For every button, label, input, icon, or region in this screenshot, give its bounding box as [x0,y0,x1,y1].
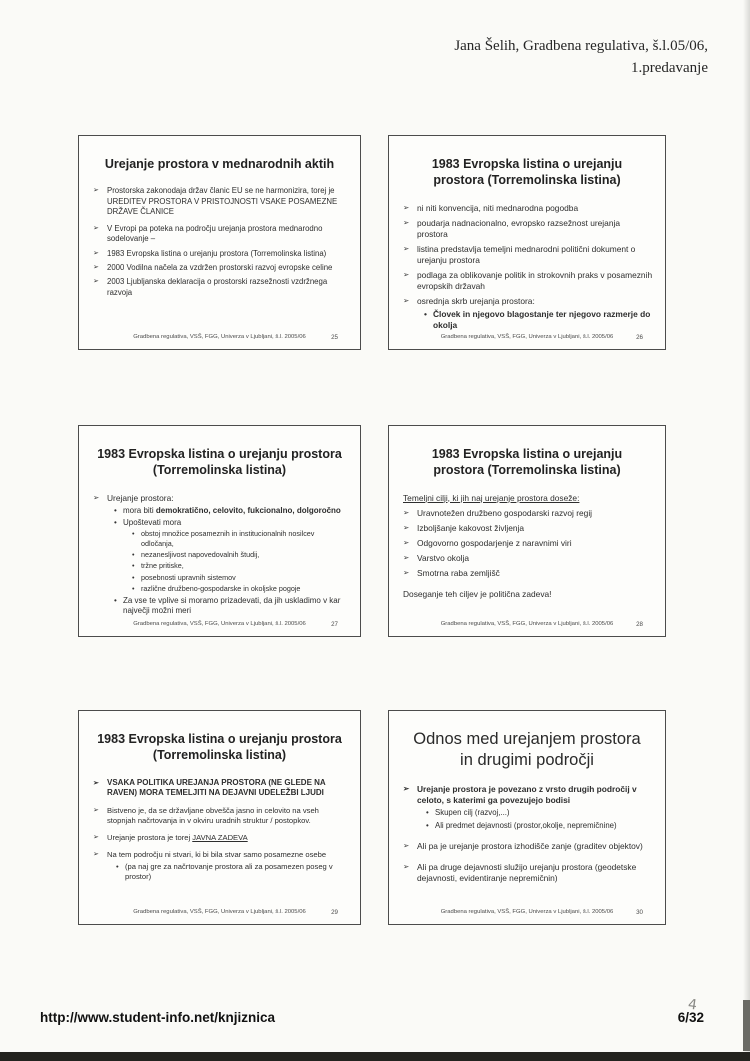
slide-6-body [403,784,653,884]
bullet [403,296,653,331]
sub-bullet-text: Ali predmet dejavnosti (prostor,okolje, nepremičnine) [435,820,617,830]
slide-3-title: 1983 Evropska listina o urejanju prostora (Torremolinska listina) [97,447,342,478]
sub-bullet [113,518,348,594]
bullet-text: listina predstavlja temeljni mednarodni politični dokument o urejanju prostora [417,243,636,265]
sub-bullet-text: Za vse te vplive si moramo prizadevati, da jih uskladimo v kar največji možni meri [123,595,341,615]
bullet [93,249,348,259]
slide-4-closing: Doseganje teh ciljev je politična zadeva! [403,588,552,599]
bullet [93,850,348,882]
bullet [93,833,348,843]
bullet-text: Varstvo okolja [417,552,469,563]
bullet-text: Uravnotežen družbeno gospodarski razvoj regij [417,507,593,518]
bullet [403,862,653,884]
footer-page-number: 6/32 [677,1010,704,1025]
sub-sub-bullet [131,550,348,559]
slide-2-title: 1983 Evropska listina o urejanju prostora (Torremolinska listina) [431,157,623,188]
page-header [288,36,708,80]
slide-footer-text: Gradbena regulativa, VSŠ, FGG, Univerza v Ljubljani, š.l. 2005/06 [133,621,306,627]
sub-bullet [113,596,348,617]
slide-3 [78,425,361,637]
sub-sub-bullet [131,561,348,570]
bullet-text: 2000 Vodilna načela za vzdržen prostorski razvoj evropske celine [107,262,333,272]
sub-sub-bullet-text: posebnosti upravnih sistemov [141,572,236,582]
bullet [93,186,348,217]
bullet-text: Smotrna raba zemljišč [417,567,500,578]
bullet [93,277,348,298]
bullet-text: 2003 Ljubljanska deklaracija o prostorski razsežnosti vzdržnega razvoja [107,277,328,297]
slide-page-number: 30 [636,909,643,916]
bullet-text: Urejanje prostora je torej [107,832,193,842]
sub-bullet [423,309,653,331]
sub-bullet-text: Skupen cilj (razvoj,...) [435,808,510,818]
slide-2-body [403,203,653,332]
slide-footer-text: Gradbena regulativa, VSŠ, FGG, Univerza v Ljubljani, š.l. 2005/06 [133,334,306,340]
bullet-text: ni niti konvencija, niti mednarodna pogodba [417,202,579,213]
slide-5-title: 1983 Evropska listina o urejanju prostora (Torremolinska listina) [97,732,342,763]
bullet [93,778,348,799]
slide-page-number: 25 [331,334,338,341]
slide-footer-text: Gradbena regulativa, VSŠ, FGG, Univerza v Ljubljani, š.l. 2005/06 [440,621,614,627]
bullet [403,568,653,579]
bullet [403,538,653,549]
bullet-text: Prostorska zakonodaja držav članic EU se ne harmonizira, torej je UREDITEV PROSTORA V PRISTOJNOSTI VSAKE POSAMEZNE DRŽAVE ČLANICE [107,186,338,216]
bullet [93,493,348,617]
slide-4-intro: Temeljni cilji, ki jih naj urejanje prostora doseže: [403,492,580,503]
header-line1: Jana Šelih, Gradbena regulativa, š.l.05/06, [454,38,708,54]
slide-footer [79,334,360,340]
sub-bullet-text: Upoštevati mora [123,517,182,527]
slide-page-number: 28 [636,621,643,628]
sub-bullet [115,862,348,882]
bullet [403,270,653,292]
slide-4-body [403,493,653,599]
bullet [403,553,653,564]
bullet [403,203,653,214]
header-line2: 1.predavanje [630,59,708,76]
slide-footer [389,334,665,340]
bullet [403,508,653,519]
bullet-text: Ali pa druge dejavnosti služijo urejanju prostora (geodetske dejavnosti, evidentiranje nepremičnin) [417,861,637,883]
bullet-text: poudarja nadnacionalno, evropsko razsežnost urejanja prostora [417,217,620,239]
scan-edge-right [743,0,750,1061]
slide-page-number: 29 [331,909,338,916]
scan-edge-bottom [0,1052,750,1061]
bullet-text: osrednja skrb urejanja prostora: [417,296,535,307]
slide-6 [388,710,666,925]
bullet [93,224,348,245]
sub-bullet [425,808,653,818]
bullet [93,806,348,826]
bullet [403,218,653,240]
slide-5-body [93,778,348,882]
sub-sub-bullet [131,573,348,582]
slide-footer-text: Gradbena regulativa, VSŠ, FGG, Univerza v Ljubljani, š.l. 2005/06 [440,334,614,340]
slide-4 [388,425,666,637]
slide-1 [78,135,361,350]
slide-1-body [93,186,348,298]
sub-bullet-text-bold: demokratično, celovito, fukcionalno, dolgoročno [155,505,341,515]
sub-bullet-text: mora biti [123,505,156,515]
slide-page-number: 27 [331,621,338,628]
bullet [93,263,348,273]
slide-5 [78,710,361,925]
slide-footer-text: Gradbena regulativa, VSŠ, FGG, Univerza v Ljubljani, š.l. 2005/06 [133,909,306,915]
slide-2 [388,135,666,350]
bullet [403,244,653,266]
slide-6-title: Odnos med urejanjem prostora in drugimi področji [413,730,641,769]
bullet-text: Ali pa je urejanje prostora izhodišče zanje (graditev objektov) [417,840,643,851]
bullet-text: Urejanje prostora je povezano z vrsto drugih področij v celoto, s katerimi ga povezujejo bodisi [417,784,637,806]
bullet-text: Odgovorno gospodarjenje z naravnimi viri [417,537,572,548]
sub-bullet [425,821,653,831]
slide-footer [79,909,360,915]
bullet-text: Na tem področju ni stvari, ki bi bila stvar samo posamezne osebe [107,849,327,859]
slide-page-number: 26 [636,334,643,341]
slide-1-title: Urejanje prostora v mednarodnih aktih [104,157,335,171]
sub-bullet [113,506,348,516]
bullet-text-underlined: JAVNA ZADEVA [192,832,248,842]
sub-sub-bullet-text: različne družbeno-gospodarske in okoljske pogoje [141,584,301,594]
sub-sub-bullet-text: nezanesljivost napovedovalnih študij, [141,550,260,560]
bullet [403,841,653,852]
slide-footer [79,621,360,627]
sub-sub-bullet [131,529,348,548]
bullet-text: Bistveno je, da se državljane obvešča jasno in celovito na vseh stopnjah načrtovanja in v okviru uradnih struktur / postopkov. [107,805,319,825]
slide-footer [389,909,665,915]
slide-footer-text: Gradbena regulativa, VSŠ, FGG, Univerza v Ljubljani, š.l. 2005/06 [440,909,614,915]
slide-footer [389,621,665,627]
bullet-text: 1983 Evropska listina o urejanju prostora (Torremolinska listina) [107,248,327,258]
sub-bullet-text: (pa naj gre za načrtovanje prostora ali za posamezen poseg v prostor) [125,861,333,881]
bullet [403,523,653,534]
bullet-text: podlaga za oblikovanje politik in strokovnih praks v posameznih evropskih državah [417,269,653,292]
slide-4-title: 1983 Evropska listina o urejanju prostora (Torremolinska listina) [431,447,623,478]
sub-sub-bullet-text: obstoj množice posameznih in institucionalnih nosilcev odločanja, [141,529,315,548]
bullet [403,784,653,830]
sub-bullet-text: Človek in njegovo blagostanje ter njegovo razmerje do okolja [433,309,651,331]
bullet-text: VSAKA POLITIKA UREJANJA PROSTORA (NE GLEDE NA RAVEN) MORA TEMELJITI NA DEJAVNI UDELEŽBI LJUDI [107,777,326,798]
bullet-text: Urejanje prostora: [107,492,174,503]
sub-sub-bullet-text: tržne pritiske, [141,561,184,571]
bullet-text: Izboljšanje kakovost življenja [417,522,525,533]
slide-3-body [93,493,348,617]
sub-sub-bullet [131,584,348,593]
bullet-text: V Evropi pa poteka na področju urejanja prostora mednarodno sodelovanje – [107,224,323,244]
footer-url: http://www.student-info.net/knjiznica [40,1010,275,1025]
handwritten-mark: 4 [687,996,699,1014]
scan-edge-right-dark [743,1000,750,1051]
